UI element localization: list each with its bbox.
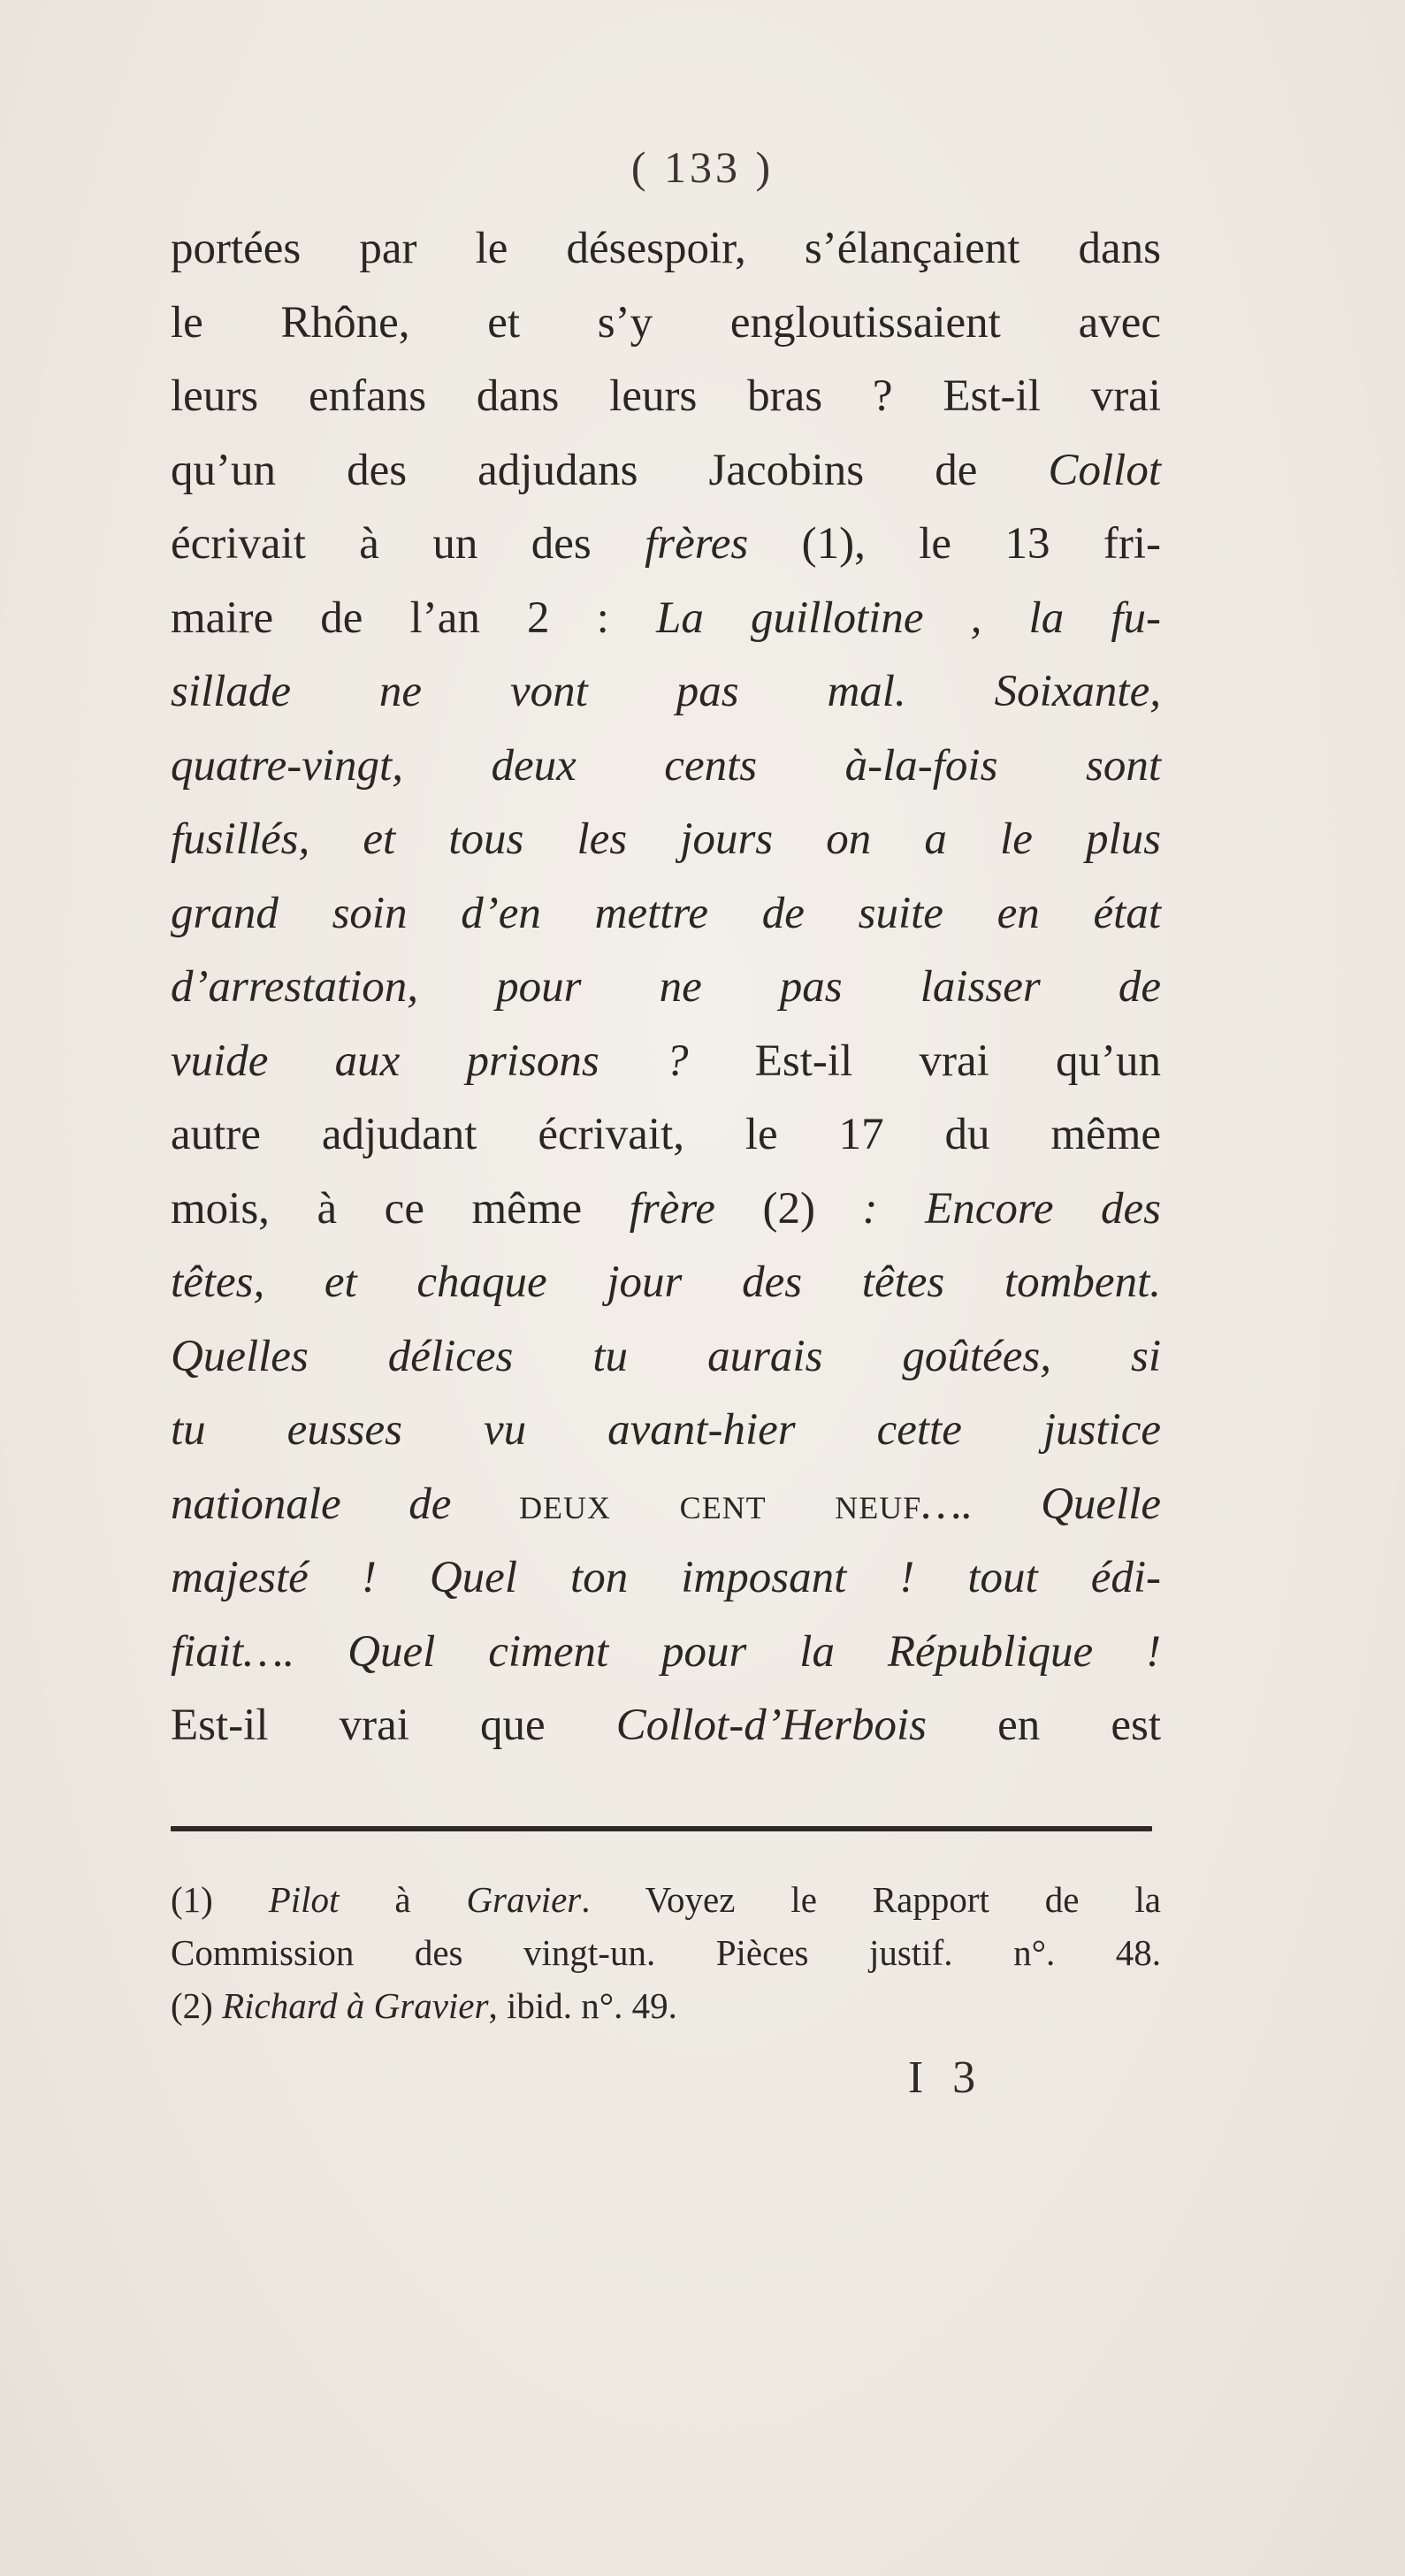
italic-quote-line: quatre-vingt, deux cents à-la-fois sont <box>171 740 1161 791</box>
italic-name-collot: Collot <box>1048 445 1161 495</box>
italic-quote-line: majesté ! Quel ton imposant ! tout édi- <box>171 1553 1161 1602</box>
text-line <box>171 1468 1161 1542</box>
footnote-ref: (2) <box>714 1183 863 1234</box>
italic-quote-line: d’arrestation, pour ne pas laisser de <box>171 962 1161 1012</box>
footnotes-block <box>171 1873 1161 2032</box>
italic-quote-line: grand soin d’en mettre de suite en état <box>171 888 1161 938</box>
italic-word-freres: frères <box>645 519 749 569</box>
footnote-1-continued: Commission des vingt-un. Pièces justif. n°. 48. <box>171 1932 1161 1973</box>
text-segment: mois, à ce même <box>171 1183 630 1234</box>
italic-quote-line: fiait…. Quel ciment pour la République ! <box>171 1626 1161 1677</box>
text-segment: (1), le 13 fri- <box>748 519 1161 569</box>
text-segment: Est-il vrai que <box>171 1701 616 1750</box>
footnote-marker: (2) <box>171 1985 223 2026</box>
footnote-2 <box>171 1979 1161 2032</box>
italic-quote-line: sillade ne vont pas mal. Soixante, <box>171 667 1161 716</box>
text-line <box>171 508 1161 582</box>
text-segment: écrivait à un des <box>171 519 645 569</box>
text-line <box>171 434 1161 508</box>
italic-quote-line: têtes, et chaque jour des têtes tombent. <box>171 1257 1161 1307</box>
footnote-name: Gravier <box>466 1879 582 1920</box>
text-segment: maire de l’an 2 : <box>171 592 656 643</box>
text-segment: en est <box>927 1701 1162 1750</box>
italic-quote-line: tu eusses vu avant-hier cette justice <box>171 1405 1161 1455</box>
italic-quote: …. Quelle <box>921 1479 1162 1529</box>
text-line <box>171 1173 1161 1247</box>
text-segment: qu’un des adjudans Jacobins de <box>171 445 1049 495</box>
footnote-name: Pilot <box>268 1879 340 1920</box>
signature-mark: I 3 <box>907 2052 985 2103</box>
page-number: ( 133 ) <box>630 142 775 192</box>
italic-word-frere: frère <box>629 1183 715 1234</box>
text-line: le Rhône, et s’y engloutissaient avec <box>171 297 1161 348</box>
text-line: leurs enfans dans leurs bras ? Est-il vrai <box>171 371 1161 421</box>
text-line <box>171 1689 1161 1763</box>
text-line: autre adjudant écrivait, le 17 du même <box>171 1110 1161 1159</box>
italic-quote: La guillotine , la fu- <box>655 592 1161 643</box>
footnote-name: Richard à Gravier <box>222 1985 489 2026</box>
text-segment: . Voyez le Rapport de la <box>581 1879 1161 1920</box>
italic-quote-line: Quelles délices tu aurais goûtées, si <box>171 1331 1161 1381</box>
italic-quote: nationale de <box>171 1479 520 1529</box>
italic-name-collot-dherbois: Collot-d’Herbois <box>615 1701 928 1750</box>
small-caps-number: deux cent neuf <box>519 1479 922 1529</box>
italic-quote-line: fusillés, et tous les jours on a le plus <box>171 814 1161 864</box>
footnote-1 <box>171 1873 1161 1926</box>
italic-quote: : Encore des <box>862 1183 1161 1234</box>
italic-quote: vuide aux prisons ? <box>171 1036 689 1086</box>
main-text-block <box>171 212 1161 1763</box>
text-line <box>171 1025 1161 1099</box>
footnote-marker: (1) <box>171 1879 269 1920</box>
text-line: portées par le désespoir, s’élançaient dans <box>171 224 1161 273</box>
text-segment: , ibid. n°. 49. <box>488 1985 677 2026</box>
footnote-rule <box>171 1826 1152 1831</box>
text-line <box>171 582 1161 656</box>
text-segment: Est-il vrai qu’un <box>688 1036 1161 1086</box>
text-segment: à <box>339 1879 467 1920</box>
